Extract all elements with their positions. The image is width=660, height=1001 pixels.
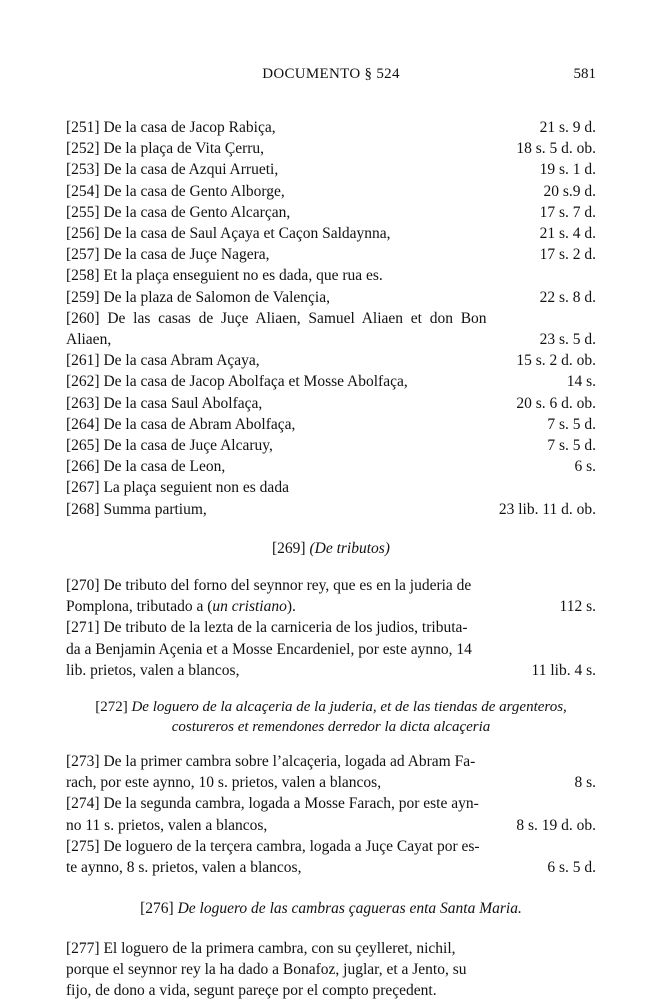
entry-label: Summa partium, <box>103 501 206 518</box>
entry-274 <box>66 793 596 835</box>
page-header <box>66 66 596 88</box>
entry-ref: [263] <box>66 395 100 412</box>
heading-272-line2: costureros et remendones derredor la dicta alcaçeria <box>66 717 596 737</box>
entry-ref: [253] <box>66 161 100 178</box>
entry-ref: [268] <box>66 501 100 518</box>
entry-ref: [252] <box>66 140 100 157</box>
entry-text <box>66 202 528 223</box>
entry-260-amount: 23 s. 5 d. <box>540 329 596 350</box>
entry-row <box>66 393 596 414</box>
entry-274-amount: 8 s. 19 d. ob. <box>516 815 596 836</box>
entry-270 <box>66 575 596 617</box>
entry-260-line1: [260] De las casas de Juçe Aliaen, Samuel Aliaen et don Bon <box>66 308 596 329</box>
running-title: DOCUMENTO § 524 <box>66 66 596 83</box>
entry-amount: 20 s.9 d. <box>543 181 596 202</box>
entry-ref: [258] <box>66 267 100 284</box>
heading-269-number: [269] <box>272 540 306 557</box>
entry-text <box>66 181 531 202</box>
entry-amount: 18 s. 5 d. ob. <box>516 138 596 159</box>
heading-276-number: [276] <box>140 900 174 917</box>
entry-ref: [264] <box>66 416 100 433</box>
entry-row <box>66 138 596 159</box>
entry-text <box>66 477 584 498</box>
entry-270-line2 <box>66 596 548 617</box>
entry-amount: 21 s. 4 d. <box>540 223 596 244</box>
entry-text <box>66 371 555 392</box>
entry-amount: 20 s. 6 d. ob. <box>516 393 596 414</box>
entry-ref: [261] <box>66 352 100 369</box>
entry-text <box>66 117 528 138</box>
entry-amount: 14 s. <box>567 371 596 392</box>
entry-275 <box>66 836 596 878</box>
page-number: 581 <box>574 66 597 83</box>
entry-label: De la casa de Gento Alborge, <box>103 183 284 200</box>
entry-275-line1: [275] De loguero de la terçera cambra, logada a Juçe Cayat por es- <box>66 836 596 857</box>
entry-text <box>66 287 528 308</box>
entry-271-line3: lib. prietos, valen a blancos, <box>66 660 520 681</box>
entry-273-line2: rach, por este aynno, 10 s. prietos, valen a blancos, <box>66 772 562 793</box>
entry-ref: [257] <box>66 246 100 263</box>
entry-row <box>66 159 596 180</box>
entry-277-line3: fijo, de dono a vida, segunt pareçe por el compto preçedent. <box>66 980 596 1001</box>
heading-269 <box>66 538 596 559</box>
heading-272-title-1: De loguero de la alcaçeria de la juderia, et de las tiendas de argenteros, <box>131 699 566 715</box>
entry-row <box>66 287 596 308</box>
entry-text <box>66 414 535 435</box>
entry-text <box>66 223 528 244</box>
entry-270-line2-pre: Pomplona, tributado a ( <box>66 598 212 615</box>
entry-271-line2: da a Benjamin Açenia et a Mosse Encardeniel, por este aynno, 14 <box>66 639 596 660</box>
entry-label: De la casa de Jacop Rabiça, <box>103 119 275 136</box>
entry-row <box>66 414 596 435</box>
entry-277-line2: porque el seynnor rey la ha dado a Bonafoz, juglar, et a Jento, su <box>66 959 596 980</box>
entry-list-a <box>66 117 596 308</box>
entry-273-amount: 8 s. <box>574 772 596 793</box>
entry-label: De la casa de Saul Açaya et Caçon Saldaynna, <box>103 225 390 242</box>
entry-amount: 7 s. 5 d. <box>547 435 596 456</box>
entry-text <box>66 435 535 456</box>
heading-272 <box>66 697 596 737</box>
entry-ref: [255] <box>66 204 100 221</box>
entry-ref: [265] <box>66 437 100 454</box>
entry-ref: [251] <box>66 119 100 136</box>
heading-276 <box>66 898 596 919</box>
entry-label: La plaça seguient non es dada <box>103 479 289 496</box>
entry-270-line1: [270] De tributo del forno del seynnor rey, que es en la juderia de <box>66 575 596 596</box>
heading-276-title: De loguero de las cambras çagueras enta Santa Maria. <box>178 900 522 917</box>
entry-260 <box>66 308 596 350</box>
entry-amount: 23 lib. 11 d. ob. <box>499 499 596 520</box>
entry-list-b <box>66 350 596 520</box>
entry-270-italic: un cristiano <box>212 598 287 615</box>
entry-text <box>66 244 528 265</box>
entry-277 <box>66 938 596 1001</box>
entry-row <box>66 181 596 202</box>
entry-text <box>66 159 528 180</box>
entry-label: De la casa Abram Açaya, <box>103 352 259 369</box>
entry-275-amount: 6 s. 5 d. <box>547 857 596 878</box>
entry-label: De la plaza de Salomon de Valençia, <box>103 289 330 306</box>
entry-amount: 17 s. 2 d. <box>540 244 596 265</box>
entry-label: De la casa de Azqui Arrueti, <box>103 161 278 178</box>
entry-row <box>66 117 596 138</box>
entry-271-amount: 11 lib. 4 s. <box>532 660 596 681</box>
entry-amount: 17 s. 7 d. <box>540 202 596 223</box>
entry-273 <box>66 751 596 793</box>
entry-row <box>66 223 596 244</box>
entry-amount: 21 s. 9 d. <box>540 117 596 138</box>
entry-271 <box>66 617 596 681</box>
entry-label: De la casa de Gento Alcarçan, <box>103 204 290 221</box>
entry-271-line1: [271] De tributo de la lezta de la carniceria de los judios, tributa- <box>66 617 596 638</box>
entry-ref: [266] <box>66 458 100 475</box>
entry-row <box>66 350 596 371</box>
entry-row <box>66 202 596 223</box>
entry-row <box>66 244 596 265</box>
entry-label: De la casa de Juçe Nagera, <box>103 246 269 263</box>
entry-amount: 15 s. 2 d. ob. <box>516 350 596 371</box>
entry-text <box>66 456 562 477</box>
entry-label: De la plaça de Vita Çerru, <box>103 140 264 157</box>
entry-row <box>66 265 596 286</box>
entry-ref: [256] <box>66 225 100 242</box>
entry-label: De la casa de Abram Abolfaça, <box>103 416 295 433</box>
entry-260-line2: Aliaen, <box>66 329 528 350</box>
entry-ref: [267] <box>66 479 100 496</box>
entry-ref: [262] <box>66 373 100 390</box>
entry-270-line2-post: ). <box>287 598 296 615</box>
heading-269-title: (De tributos) <box>309 540 390 557</box>
entry-274-line1: [274] De la segunda cambra, logada a Mosse Farach, por este ayn- <box>66 793 596 814</box>
entry-ref: [259] <box>66 289 100 306</box>
entry-label: Et la plaça enseguient no es dada, que rua es. <box>103 267 382 284</box>
entry-text <box>66 138 504 159</box>
entry-273-line1: [273] De la primer cambra sobre l’alcaçeria, logada ad Abram Fa- <box>66 751 596 772</box>
entry-text <box>66 350 504 371</box>
entry-amount: 19 s. 1 d. <box>540 159 596 180</box>
entry-274-line2: no 11 s. prietos, valen a blancos, <box>66 815 504 836</box>
entry-ref: [254] <box>66 183 100 200</box>
entry-row <box>66 477 596 498</box>
entry-row <box>66 499 596 520</box>
entry-270-amount: 112 s. <box>560 596 596 617</box>
entry-amount: 7 s. 5 d. <box>547 414 596 435</box>
entry-row <box>66 456 596 477</box>
heading-272-line1 <box>66 697 596 717</box>
entry-row <box>66 371 596 392</box>
heading-272-number: [272] <box>95 699 128 715</box>
document-body <box>66 117 596 1001</box>
entry-text <box>66 265 584 286</box>
entry-row <box>66 435 596 456</box>
entry-label: De la casa de Juçe Alcaruy, <box>103 437 272 454</box>
entry-277-line1: [277] El loguero de la primera cambra, con su çeylleret, nichil, <box>66 938 596 959</box>
entry-label: De la casa Saul Abolfaça, <box>103 395 262 412</box>
entry-amount: 22 s. 8 d. <box>540 287 596 308</box>
entry-text <box>66 393 504 414</box>
entry-text <box>66 499 487 520</box>
entry-amount: 6 s. <box>574 456 596 477</box>
entry-label: De la casa de Jacop Abolfaça et Mosse Abolfaça, <box>103 373 407 390</box>
entry-275-line2: te aynno, 8 s. prietos, valen a blancos, <box>66 857 535 878</box>
entry-label: De la casa de Leon, <box>103 458 225 475</box>
